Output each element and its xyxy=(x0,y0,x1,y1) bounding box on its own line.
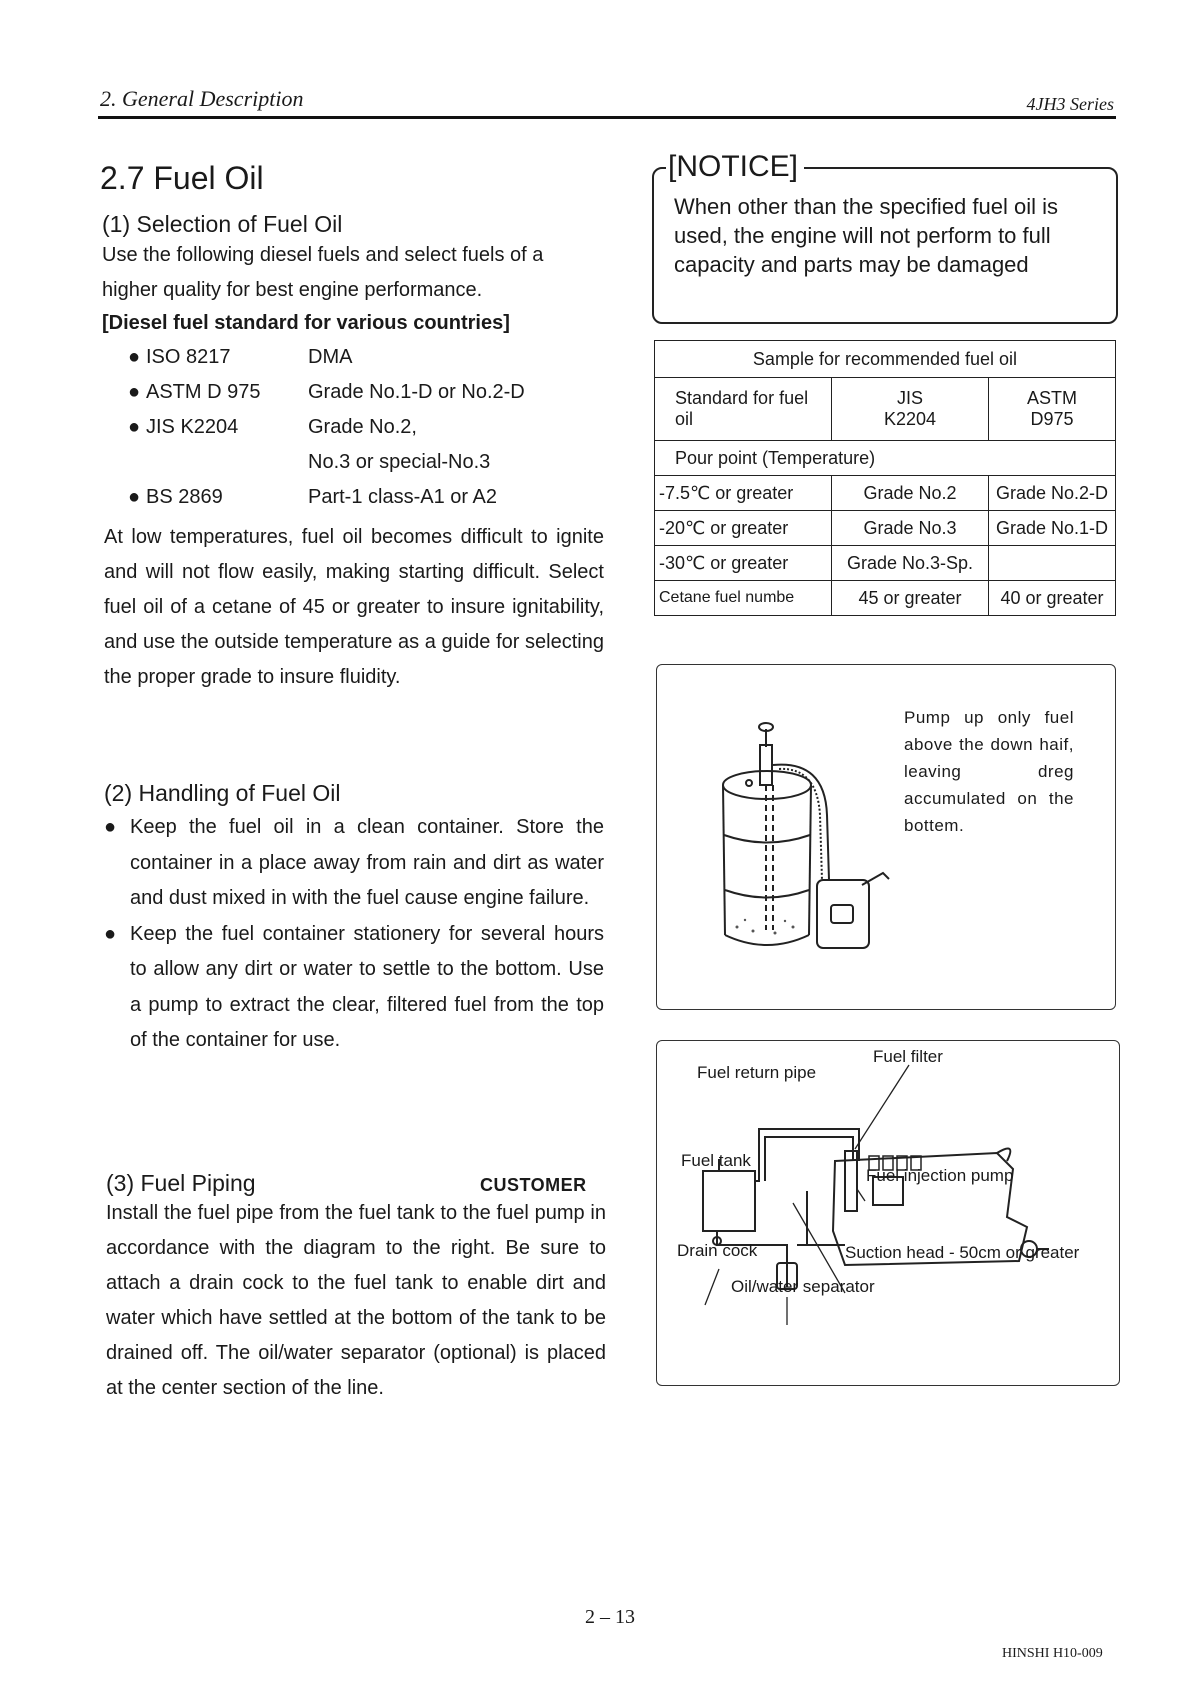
running-header-series: 4JH3 Series xyxy=(1026,94,1114,114)
header-rule xyxy=(98,116,1116,119)
table-cell: Grade No.1-D xyxy=(989,511,1116,546)
list-item-text: Keep the fuel oil in a clean container. Store the container in a place away from rain and dirt as water and dust mixed in with the fuel cause engine failure. xyxy=(130,816,604,909)
table-cell: 40 or greater xyxy=(989,581,1116,616)
standard-code: ASTM D 975 xyxy=(146,381,261,403)
fuel-oil-table xyxy=(654,340,1116,616)
table-cell xyxy=(989,546,1116,581)
table-cell: Grade No.2-D xyxy=(989,476,1116,511)
standard-row xyxy=(128,416,628,451)
subsection-title-handling: (2) Handling of Fuel Oil xyxy=(104,780,341,806)
label-suction-head: Suction head - 50cm or greater xyxy=(845,1243,1080,1262)
bullet-icon: ● xyxy=(128,416,141,438)
standard-row xyxy=(128,381,628,416)
label-fuel-tank: Fuel tank xyxy=(681,1151,751,1170)
label-fuel-injection-pump: Fuel injection pump xyxy=(866,1166,1014,1185)
bullet-icon: ● xyxy=(104,816,117,838)
label-fuel-filter: Fuel filter xyxy=(873,1047,943,1066)
table-header-cell xyxy=(832,378,989,441)
table-cell: Grade No.3-Sp. xyxy=(832,546,989,581)
customer-badge: CUSTOMER xyxy=(480,1175,587,1195)
bullet-icon: ● xyxy=(104,922,117,945)
section-title: 2.7 Fuel Oil xyxy=(100,160,264,196)
running-header-section: 2. General Description xyxy=(100,86,304,111)
table-cell: Grade No.3 xyxy=(832,511,989,546)
bullet-icon: ● xyxy=(128,486,141,508)
table-row xyxy=(655,476,1116,511)
standard-grade: Part-1 class-A1 or A2 xyxy=(308,486,497,508)
list-item xyxy=(104,917,604,1059)
header-jis: JIS xyxy=(896,388,923,408)
standard-grade: DMA xyxy=(308,346,353,368)
selection-paragraph: At low temperatures, fuel oil becomes difficult to ignite and will not flow easily, making starting difficult. Select fuel oil of a cetane of 45 or greater to insure ignitability, and use the outside temperature as a guide for selecting the proper grade to insure fluidity. xyxy=(104,526,604,688)
table-cell: 45 or greater xyxy=(832,581,989,616)
standards-heading: [Diesel fuel standard for various countries] xyxy=(102,312,510,334)
table-header-cell xyxy=(989,378,1116,441)
standard-row xyxy=(128,346,628,381)
document-code: HINSHI H10-009 xyxy=(1002,1646,1103,1661)
notice-title: [NOTICE] xyxy=(666,150,804,184)
header-astm-code: D975 xyxy=(1030,409,1074,429)
standard-grade: Grade No.2, xyxy=(308,416,417,438)
table-row xyxy=(655,546,1116,581)
standard-code: ISO 8217 xyxy=(146,346,231,368)
table-cell: Cetane fuel numbe xyxy=(655,581,832,616)
standard-code: BS 2869 xyxy=(146,486,223,508)
piping-paragraph: Install the fuel pipe from the fuel tank to the fuel pump in accordance with the diagram to the right. Be sure to attach a drain cock to the fuel tank to enable dirt and water which have settled at the bottom of the tank to be drained off. The oil/water separator (optional) is placed at the center section of the line. xyxy=(106,1202,606,1399)
table-header-row xyxy=(655,378,1116,441)
table-header-cell xyxy=(655,378,832,441)
fuel-piping-figure xyxy=(656,1040,1120,1386)
label-oil-water-separator: Oil/water separator xyxy=(731,1277,875,1296)
table-cell: -7.5℃ or greater xyxy=(655,476,832,511)
table-row xyxy=(655,511,1116,546)
table-cell: -30℃ or greater xyxy=(655,546,832,581)
standards-list xyxy=(128,346,628,521)
fuel-drum-caption: Pump up only fuel above the down haif, leaving dreg accumulated on the bottem. xyxy=(904,708,1074,835)
bullet-icon: ● xyxy=(128,346,141,368)
header-jis-code: K2204 xyxy=(883,409,937,429)
header-astm: ASTM xyxy=(1026,388,1077,408)
table-row xyxy=(655,581,1116,616)
standard-row xyxy=(128,486,628,521)
subsection-title-piping: (3) Fuel Piping xyxy=(106,1170,256,1196)
table-cell: Grade No.2 xyxy=(832,476,989,511)
standard-grade: No.3 or special-No.3 xyxy=(308,451,491,473)
selection-intro: Use the following diesel fuels and select fuels of a higher quality for best engine performance. xyxy=(102,244,544,301)
list-item-text: Keep the fuel container stationery for several hours to allow any dirt or water to settle to the bottom. Use a pump to extract the clear, filtered fuel from the top of the container for use. xyxy=(130,922,604,1051)
table-caption: Sample for recommended fuel oil xyxy=(655,341,1116,378)
pour-point-label: Pour point (Temperature) xyxy=(655,441,1116,476)
list-item xyxy=(104,810,604,917)
standard-row xyxy=(128,451,628,486)
handling-list xyxy=(104,810,604,1059)
page-number: 2 – 13 xyxy=(585,1606,635,1628)
notice-text: When other than the specified fuel oil is used, the engine will not perform to full capacity and parts may be damaged xyxy=(674,194,1059,277)
table-cell: -20℃ or greater xyxy=(655,511,832,546)
subsection-title-selection: (1) Selection of Fuel Oil xyxy=(102,211,343,237)
fuel-piping-illustration xyxy=(657,1041,1119,1385)
header-standard: Standard for fuel oil xyxy=(675,388,809,429)
label-drain-cock: Drain cock xyxy=(677,1241,758,1260)
bullet-icon: ● xyxy=(128,381,141,403)
label-fuel-return-pipe: Fuel return pipe xyxy=(697,1063,817,1082)
standard-grade: Grade No.1-D or No.2-D xyxy=(308,381,525,403)
standard-code: JIS K2204 xyxy=(146,416,239,438)
